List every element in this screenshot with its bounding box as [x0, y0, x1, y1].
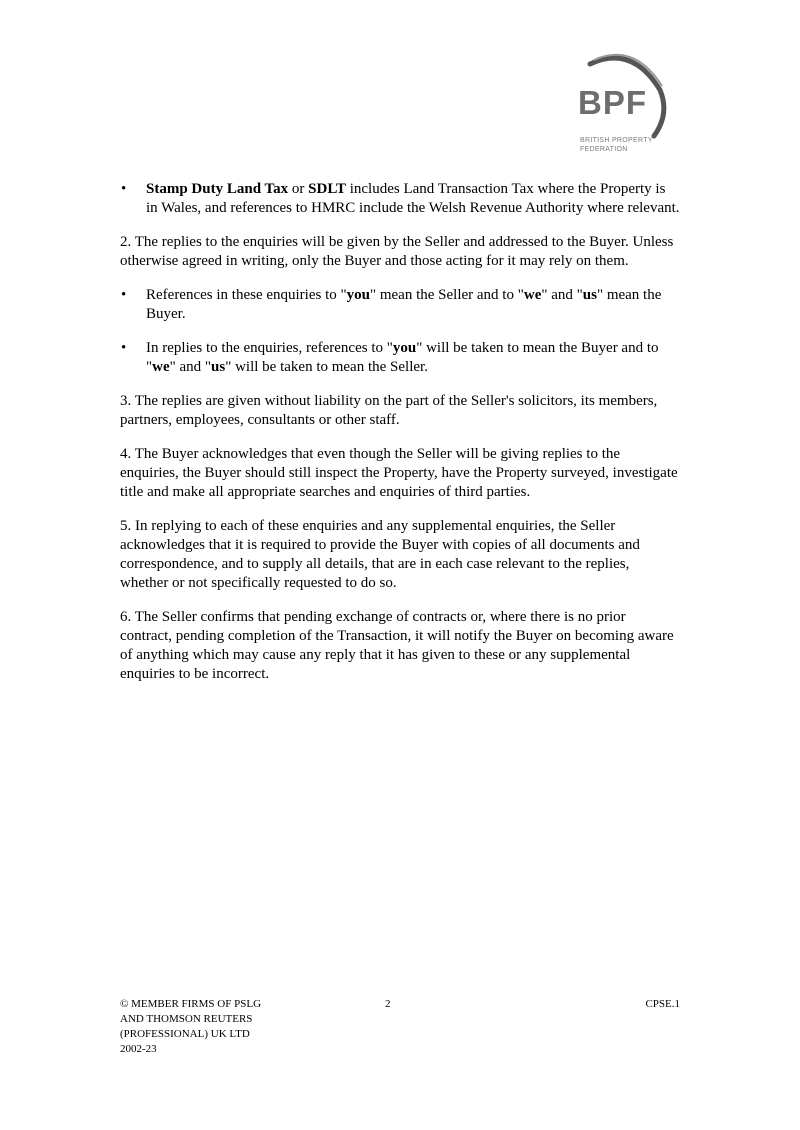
- bold-us: us: [211, 359, 226, 375]
- text: " mean the Seller and to ": [369, 287, 524, 303]
- logo-subtitle: [580, 136, 670, 154]
- bullet-sdlt: [120, 180, 680, 218]
- paragraph-4: 4. The Buyer acknowledges that even though the Seller will be giving replies to the enquiries, the Buyer should still inspect the Property, have the Property surveyed, investigate title and make all appropriate searches and enquiries of third parties.: [120, 446, 678, 500]
- footer-copyright-line3: (PROFESSIONAL) UK LTD: [120, 1028, 250, 1040]
- footer-copyright-line1: © MEMBER FIRMS OF PSLG: [120, 998, 262, 1010]
- bold-term-sdlt-full: Stamp Duty Land Tax: [146, 181, 289, 197]
- footer-copyright-line2: AND THOMSON REUTERS: [120, 1013, 253, 1025]
- document-body: [120, 180, 680, 699]
- text: " and ": [541, 287, 583, 303]
- paragraph-5: 5. In replying to each of these enquiries and any supplemental enquiries, the Seller acknowledges that it is required to provide the Buyer with copies of all documents and correspondence, and to supply all details, that are in each case relevant to the replies, whether or not specifically requested to do so.: [120, 518, 640, 591]
- logo-subtitle-line2: FEDERATION: [580, 146, 628, 153]
- logo-subtitle-line1: BRITISH PROPERTY: [580, 137, 653, 144]
- bold-we: we: [152, 359, 170, 375]
- paragraph-3: 3. The replies are given without liability on the part of the Seller's solicitors, its members, partners, employees, consultants or other staff.: [120, 393, 658, 428]
- text: " will be taken to mean the Buyer and to ": [146, 340, 659, 375]
- text: In replies to the enquiries, references to ": [146, 340, 393, 356]
- bold-you: you: [392, 340, 417, 356]
- bold-us: us: [582, 287, 597, 303]
- paragraph-2: 2. The replies to the enquiries will be given by the Seller and addressed to the Buyer. Unless otherwise agreed in writing, only the Buyer and those acting for it may rely on them.: [120, 234, 674, 269]
- text: " mean the Buyer.: [146, 287, 662, 322]
- bullet-dot-icon: •: [121, 181, 127, 197]
- bullet-dot-icon: •: [121, 340, 127, 356]
- text: " will be taken to mean the Seller.: [225, 359, 428, 375]
- text: or: [288, 181, 309, 197]
- footer-copyright: [120, 997, 320, 1057]
- page-number: 2: [385, 998, 391, 1010]
- footer-copyright-line4: 2002-23: [120, 1043, 157, 1055]
- bold-you: you: [346, 287, 370, 303]
- document-code: CPSE.1: [645, 998, 680, 1010]
- logo-letters: BPF: [578, 84, 647, 121]
- text: " and ": [169, 359, 212, 375]
- paragraph-6: 6. The Seller confirms that pending exchange of contracts or, where there is no prior contract, pending completion of the Transaction, it will notify the Buyer on becoming aware of anything which may cause any reply that it has given to these or any supplemental enquiries to be incorrect.: [120, 609, 674, 682]
- text: includes Land Transaction Tax where the Property is in Wales, and references to HMRC include the Welsh Revenue Authority where relevant.: [146, 181, 680, 216]
- bold-term-sdlt: SDLT: [308, 181, 346, 197]
- bpf-logo: [572, 52, 672, 157]
- text: References in these enquiries to ": [146, 287, 347, 303]
- bold-we: we: [523, 287, 542, 303]
- bullet-dot-icon: •: [121, 287, 127, 303]
- bullet-references: [120, 286, 680, 324]
- bullet-replies: [120, 339, 680, 377]
